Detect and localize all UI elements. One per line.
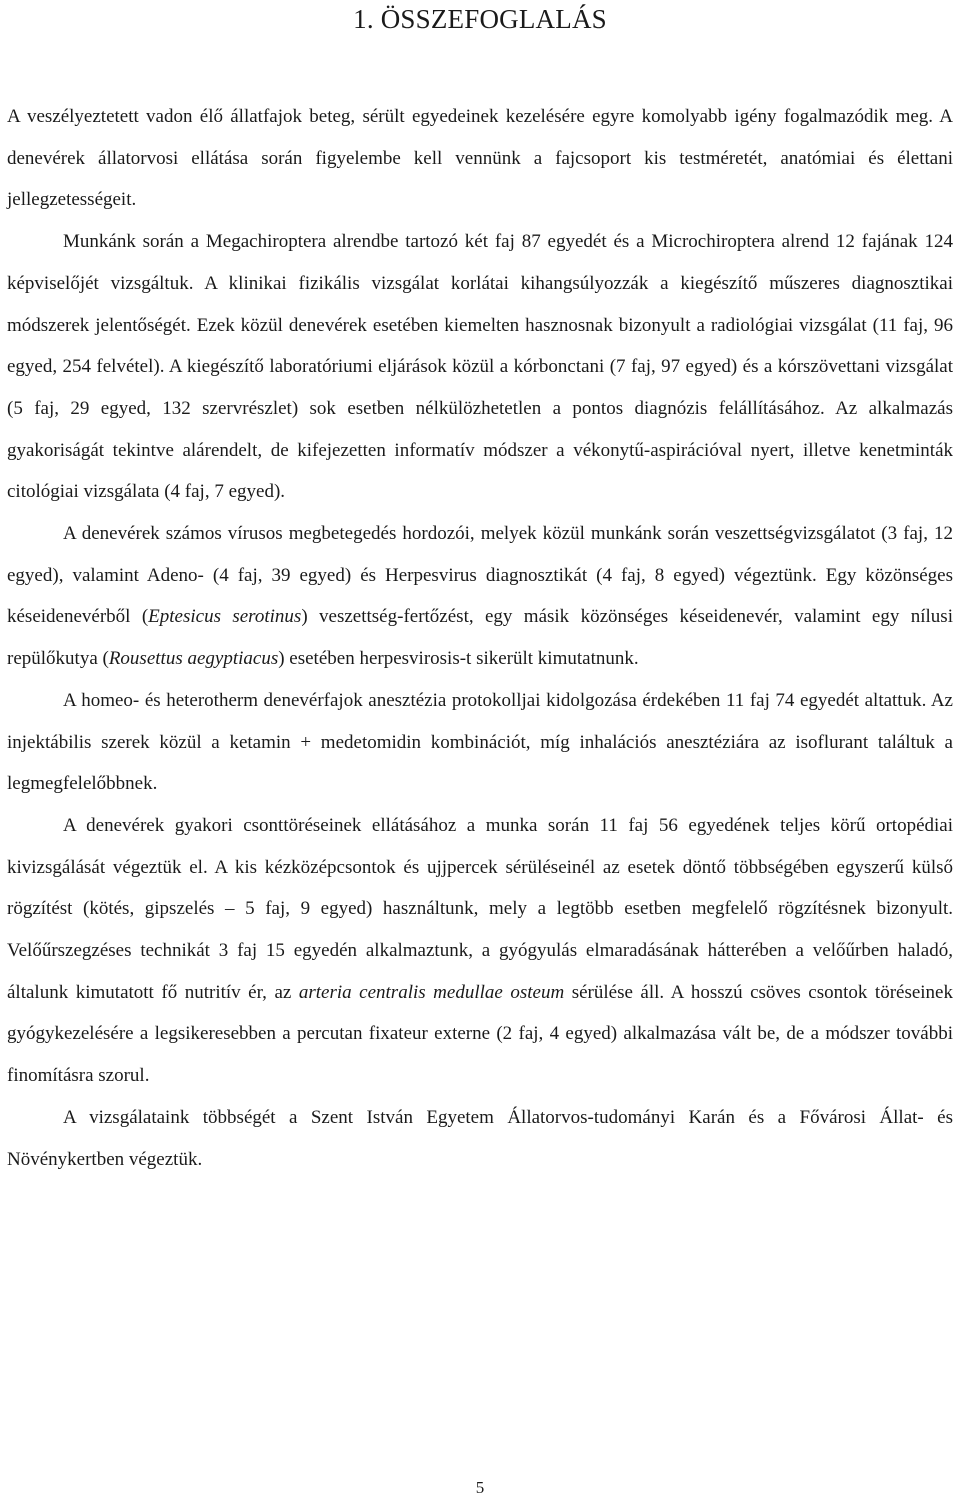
text-run: ) veszettség-fertőzést, egy másik közönséges késeidenevér, valamint egy nílusi repülőkutya ( — [7, 606, 953, 670]
text-run: A denevérek gyakori csonttöréseinek ellátásához a munka során 11 faj 56 egyedének teljes körű ortopédiai kivizsgálását végeztük el. A kis kézközépcsontok és ujjpercek sérüléseinél az esetek döntő többségében egyszerű külső rögzítést (kötés, gipszelés – 5 faj, 9 egyed) használtunk, mely a legtöbb esetben megfelelő rögzítésnek bizonyult. Velőűrszegzéses technikát 3 faj 15 egyedén alkalmaztunk, a gyógyulás elmaradásának hátterében a velőűrben haladó, általunk kimutatott fő nutritív ér, az — [7, 814, 953, 1003]
text-run: A vizsgálataink többségét a Szent István Egyetem Állatorvos-tudományi Karán és a Fővárosi Állat- és Növénykertben végeztük. — [7, 1106, 953, 1170]
italic-term: Eptesicus serotinus — [148, 606, 302, 628]
text-run: Munkánk során a Megachiroptera alrendbe tartozó két faj 87 egyedét és a Microchiroptera alrend 12 fajának 124 képviselőjét vizsgáltuk. A klinikai fizikális vizsgálat korlátai kihangsúlyozzák a kiegészítő műszeres diagnosztikai módszerek jelentőségét. Ezek közül denevérek esetében kiemelten hasznosnak bizonyult a radiológiai vizsgálat (11 faj, 96 egyed, 254 felvétel). A kiegészítő laboratóriumi eljárások közül a kórbonctani (7 faj, 97 egyed) és a kórszövettani vizsgálat (5 faj, 29 egyed, 132 szervrészlet) sok esetben nélkülözhetetlen a pontos diagnózis felállításához. Az alkalmazás gyakoriságát tekintve alárendelt, de kifejezetten informatív módszer a vékonytű-aspirációval nyert, illetve kenetminták citológiai vizsgálata (4 faj, 7 egyed). — [7, 231, 953, 503]
summary-body — [7, 96, 953, 1180]
text-run: A homeo- és heterotherm denevérfajok anesztézia protokolljai kidolgozása érdekében 11 faj 74 egyedét altattuk. Az injektábilis szerek közül a ketamin + medetomidin kombinációt, míg inhalációs anesztéziára az isoflurant találtuk a legmegfelelőbbnek. — [7, 689, 953, 795]
page-title: 1. ÖSSZEFOGLALÁS — [353, 4, 607, 34]
paragraph-1 — [7, 96, 953, 221]
paragraph-2 — [7, 221, 953, 513]
paragraph-6 — [7, 1097, 953, 1180]
text-run: ) esetében herpesvirosis-t sikerült kimutatnunk. — [278, 648, 639, 670]
page-number: 5 — [475, 1478, 485, 1497]
italic-term: arteria centralis medullae osteum — [298, 981, 565, 1003]
text-run: A denevérek számos vírusos megbetegedés hordozói, melyek közül munkánk során veszettségvizsgálatot (3 faj, 12 egyed), valamint Adeno- (4 faj, 39 egyed) és Herpesvirus diagnosztikát (4 faj, 8 egyed) végeztünk. Egy közönséges késeidenevérből ( — [7, 523, 953, 628]
paragraph-4 — [7, 680, 953, 805]
text-run: A veszélyeztetett vadon élő állatfajok beteg, sérült egyedeinek kezelésére egyre komolyabb igény fogalmazódik meg. A denevérek állatorvosi ellátása során figyelembe kell vennünk a fajcsoport kis testméretét, anatómiai és élettani jellegzetességeit. — [7, 106, 953, 211]
paragraph-3 — [7, 513, 953, 680]
text-run: sérülése áll. A hosszú csöves csontok töréseinek gyógykezelésére a legsikeresebben a percutan fixateur externe (2 faj, 4 egyed) alkalmazása vált be, de a módszer további finomításra szorul. — [7, 981, 953, 1087]
italic-term: Rousettus aegyptiacus — [108, 648, 279, 670]
paragraph-5 — [7, 805, 953, 1097]
